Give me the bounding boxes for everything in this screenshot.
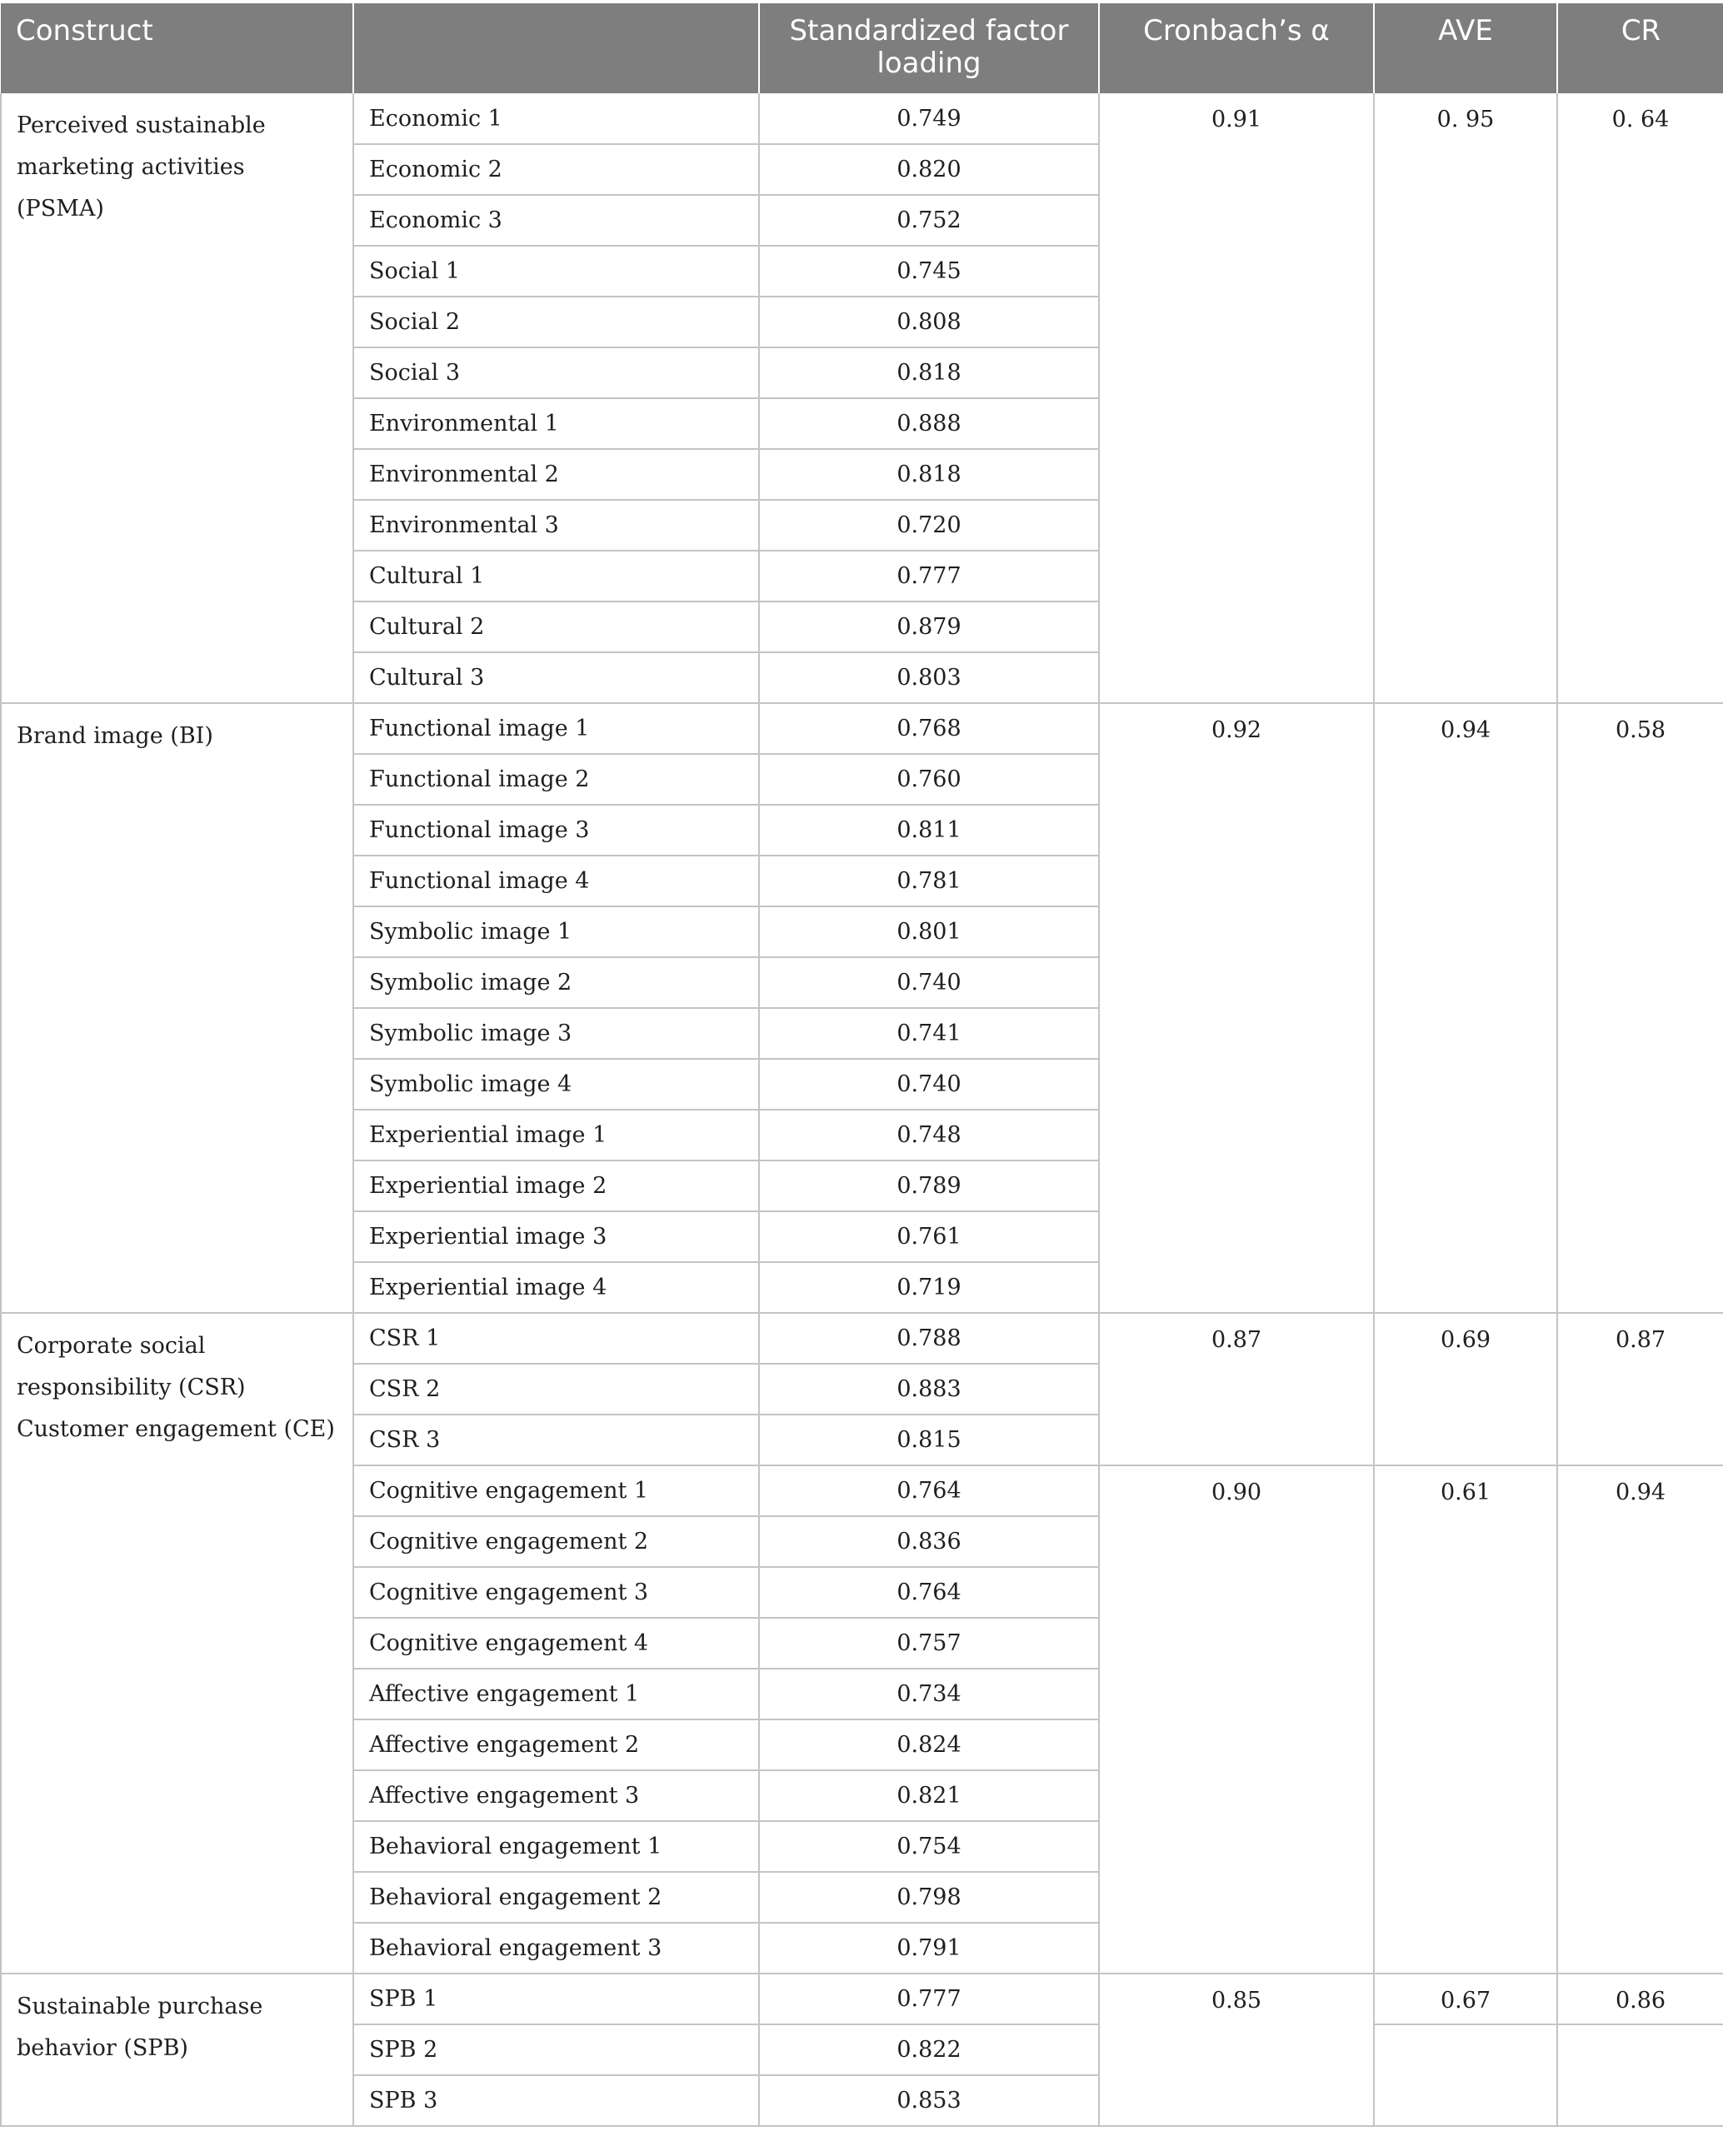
cr-value: 0.58: [1557, 703, 1723, 1313]
header-alpha: Cronbach’s α: [1099, 3, 1374, 93]
cr-value: 0.94: [1557, 1465, 1723, 1974]
loading-value: 0.749: [759, 93, 1099, 144]
ave-value: 0.67: [1374, 1974, 1557, 2024]
item-label: Experiential image 2: [353, 1160, 759, 1211]
header-row: [1, 3, 1723, 93]
loading-value: 0.808: [759, 297, 1099, 347]
item-label: Behavioral engagement 1: [353, 1821, 759, 1872]
loading-value: 0.798: [759, 1872, 1099, 1923]
loading-value: 0.788: [759, 1313, 1099, 1364]
item-label: Cultural 2: [353, 601, 759, 652]
loading-value: 0.745: [759, 246, 1099, 297]
alpha-value: 0.92: [1099, 703, 1374, 1313]
item-label: Cultural 3: [353, 652, 759, 703]
header-loading: Standardized factor loading: [759, 3, 1099, 93]
ave-value: 0.61: [1374, 1465, 1557, 1974]
loading-value: 0.822: [759, 2024, 1099, 2075]
construct-label: Brand image (BI): [17, 723, 213, 749]
item-label: Experiential image 3: [353, 1211, 759, 1262]
loading-value: 0.740: [759, 1059, 1099, 1110]
loading-value: 0.764: [759, 1465, 1099, 1516]
alpha-value: 0.90: [1099, 1465, 1374, 1974]
construct-cell: [1, 93, 353, 703]
table-row: [1, 703, 1723, 754]
cr-value: 0.87: [1557, 1313, 1723, 1465]
loading-value: 0.764: [759, 1567, 1099, 1618]
item-label: Affective engagement 2: [353, 1719, 759, 1770]
item-label: Experiential image 4: [353, 1262, 759, 1313]
loading-value: 0.740: [759, 957, 1099, 1008]
item-label: Cognitive engagement 1: [353, 1465, 759, 1516]
item-label: Social 1: [353, 246, 759, 297]
item-label: Economic 3: [353, 195, 759, 246]
loading-value: 0.748: [759, 1110, 1099, 1160]
item-label: Economic 2: [353, 144, 759, 195]
loading-value: 0.741: [759, 1008, 1099, 1059]
ave-value: 0.94: [1374, 703, 1557, 1313]
item-label: Symbolic image 3: [353, 1008, 759, 1059]
item-label: CSR 1: [353, 1313, 759, 1364]
loading-value: 0.821: [759, 1770, 1099, 1821]
item-label: CSR 2: [353, 1364, 759, 1415]
loading-value: 0.811: [759, 805, 1099, 856]
item-label: Environmental 2: [353, 449, 759, 500]
item-label: Experiential image 1: [353, 1110, 759, 1160]
loading-value: 0.719: [759, 1262, 1099, 1313]
item-label: Cognitive engagement 3: [353, 1567, 759, 1618]
cr-empty-cell: [1557, 2024, 1723, 2126]
item-label: Environmental 1: [353, 398, 759, 449]
loading-value: 0.836: [759, 1516, 1099, 1567]
item-label: Functional image 4: [353, 856, 759, 906]
loading-value: 0.734: [759, 1669, 1099, 1719]
header-item: [353, 3, 759, 93]
loading-value: 0.801: [759, 906, 1099, 957]
loading-value: 0.815: [759, 1415, 1099, 1465]
table-row: [1, 93, 1723, 144]
alpha-value: 0.85: [1099, 1974, 1374, 2126]
loading-value: 0.820: [759, 144, 1099, 195]
loading-value: 0.853: [759, 2075, 1099, 2126]
loading-value: 0.888: [759, 398, 1099, 449]
ave-value: 0. 95: [1374, 93, 1557, 703]
loading-value: 0.818: [759, 347, 1099, 398]
item-label: Functional image 1: [353, 703, 759, 754]
construct-label-secondary: Customer engagement (CE): [17, 1416, 335, 1442]
ave-value: 0.69: [1374, 1313, 1557, 1465]
loading-value: 0.720: [759, 500, 1099, 551]
item-label: Social 2: [353, 297, 759, 347]
item-label: Functional image 3: [353, 805, 759, 856]
loading-value: 0.761: [759, 1211, 1099, 1262]
item-label: Functional image 2: [353, 754, 759, 805]
loading-value: 0.803: [759, 652, 1099, 703]
factor-loading-table: [0, 3, 1723, 2127]
item-label: Economic 1: [353, 93, 759, 144]
item-label: Cultural 1: [353, 551, 759, 601]
loading-value: 0.883: [759, 1364, 1099, 1415]
construct-label: Corporate social responsibility (CSR): [17, 1333, 246, 1400]
item-label: Social 3: [353, 347, 759, 398]
loading-value: 0.752: [759, 195, 1099, 246]
construct-label: Sustainable purchase behavior (SPB): [17, 1994, 263, 2061]
loading-value: 0.789: [759, 1160, 1099, 1211]
item-label: SPB 3: [353, 2075, 759, 2126]
table-row: [1, 1313, 1723, 1364]
table-body: [1, 93, 1723, 2126]
item-label: SPB 2: [353, 2024, 759, 2075]
header-construct: Construct: [1, 3, 353, 93]
item-label: Affective engagement 3: [353, 1770, 759, 1821]
item-label: CSR 3: [353, 1415, 759, 1465]
loading-value: 0.777: [759, 1974, 1099, 2024]
item-label: Symbolic image 1: [353, 906, 759, 957]
table-row: [1, 1974, 1723, 2024]
item-label: Affective engagement 1: [353, 1669, 759, 1719]
construct-cell: [1, 1974, 353, 2126]
item-label: Symbolic image 2: [353, 957, 759, 1008]
loading-value: 0.781: [759, 856, 1099, 906]
construct-cell: [1, 703, 353, 1313]
loading-value: 0.824: [759, 1719, 1099, 1770]
item-label: Environmental 3: [353, 500, 759, 551]
item-label: Cognitive engagement 2: [353, 1516, 759, 1567]
cr-value: 0.86: [1557, 1974, 1723, 2024]
header-cr: CR: [1557, 3, 1723, 93]
loading-value: 0.760: [759, 754, 1099, 805]
loading-value: 0.777: [759, 551, 1099, 601]
cr-value: 0. 64: [1557, 93, 1723, 703]
construct-label: Perceived sustainable marketing activities (PSMA): [17, 112, 266, 222]
alpha-value: 0.91: [1099, 93, 1374, 703]
item-label: Cognitive engagement 4: [353, 1618, 759, 1669]
loading-value: 0.768: [759, 703, 1099, 754]
item-label: Behavioral engagement 3: [353, 1923, 759, 1974]
loading-value: 0.791: [759, 1923, 1099, 1974]
loading-value: 0.757: [759, 1618, 1099, 1669]
loading-value: 0.879: [759, 601, 1099, 652]
item-label: Behavioral engagement 2: [353, 1872, 759, 1923]
item-label: SPB 1: [353, 1974, 759, 2024]
construct-cell: [1, 1313, 353, 1974]
alpha-value: 0.87: [1099, 1313, 1374, 1465]
item-label: Symbolic image 4: [353, 1059, 759, 1110]
header-ave: AVE: [1374, 3, 1557, 93]
loading-value: 0.754: [759, 1821, 1099, 1872]
loading-value: 0.818: [759, 449, 1099, 500]
ave-empty-cell: [1374, 2024, 1557, 2126]
